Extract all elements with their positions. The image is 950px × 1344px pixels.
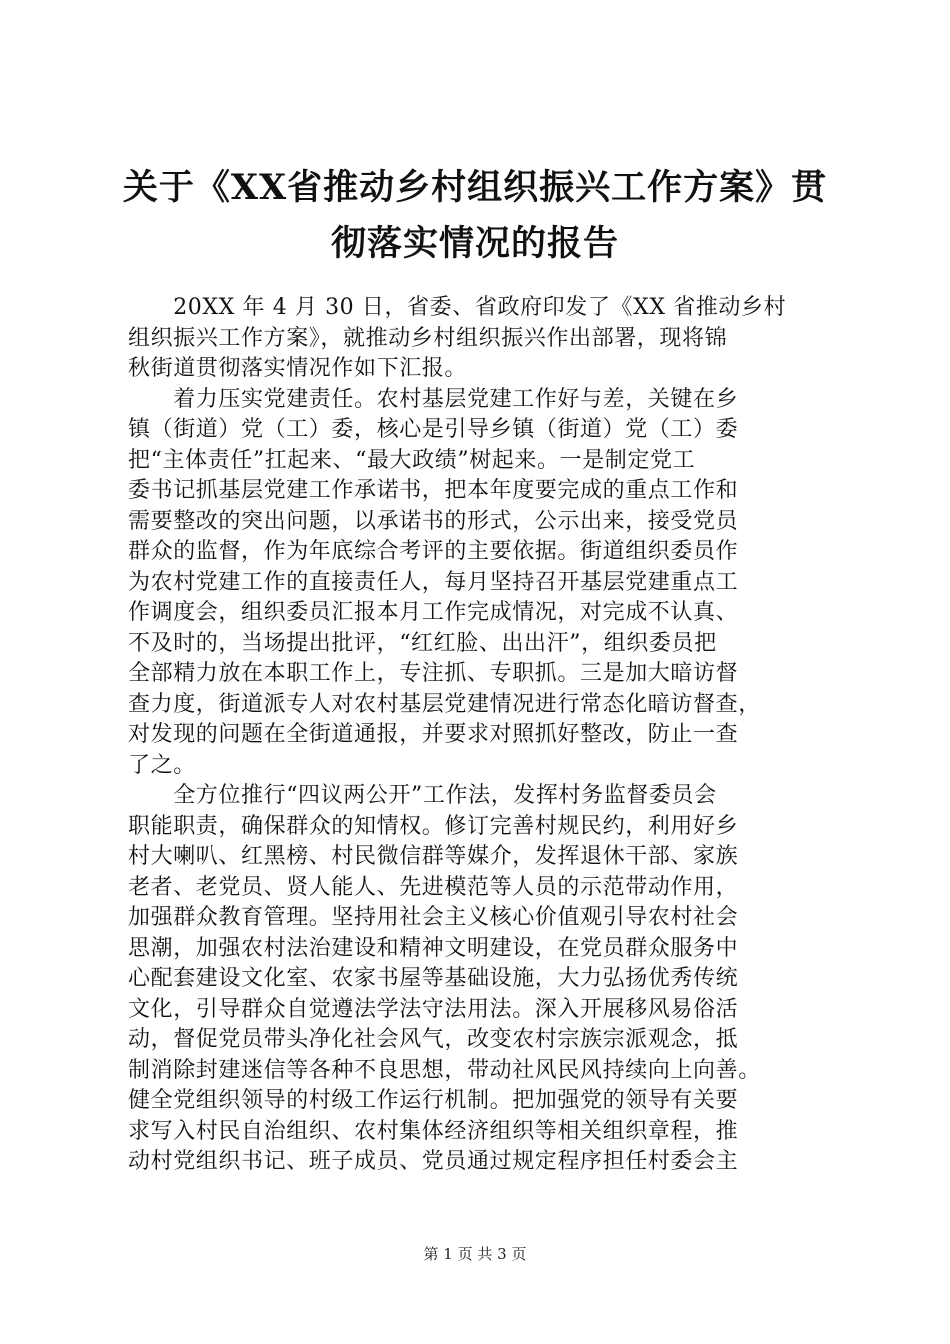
body-text-line: 健全党组织领导的村级工作运行机制。把加强党的领导有关要 bbox=[128, 1088, 739, 1113]
body-text-line: 20XX 年 4 月 30 日，省委、省政府印发了《XX 省推动乡村 bbox=[128, 295, 787, 320]
body-text-line: 制消除封建迷信等各种不良思想，带动社风民风持续向上向善。 bbox=[128, 1057, 761, 1083]
body-text-line: 心配套建设文化室、农家书屋等基础设施，大力弘扬优秀传统 bbox=[128, 966, 739, 991]
body-text-line: 委书记抓基层党建工作承诺书，把本年度要完成的重点工作和 bbox=[128, 478, 739, 503]
body-text-line: 秋街道贯彻落实情况作如下汇报。 bbox=[128, 356, 468, 381]
body-text-line: 职能职责，确保群众的知情权。修订完善村规民约，利用好乡 bbox=[128, 813, 739, 839]
body-text-line: 加强群众教育管理。坚持用社会主义核心价值观引导农村社会 bbox=[128, 905, 739, 930]
body-text-line: 把“主体责任”扛起来、“最大政绩”树起来。一是制定党工 bbox=[128, 447, 696, 473]
body-text-line: 需要整改的突出问题，以承诺书的形式，公示出来，接受党员 bbox=[128, 508, 739, 534]
body-text-line: 全方位推行“四议两公开”工作法，发挥村务监督委员会 bbox=[128, 783, 717, 808]
body-text-line: 动村党组织书记、班子成员、党员通过规定程序担任村委会主 bbox=[128, 1149, 739, 1174]
body-text-line: 文化，引导群众自觉遵法学法守法用法。深入开展移风易俗活 bbox=[128, 996, 739, 1022]
body-text-line: 镇（街道）党（工）委，核心是引导乡镇（街道）党（工）委 bbox=[128, 417, 739, 442]
document-body bbox=[128, 293, 840, 1178]
body-text-line: 了之。 bbox=[128, 752, 196, 778]
body-text-line: 作调度会，组织委员汇报本月工作完成情况，对完成不认真、 bbox=[128, 600, 739, 625]
document-title-line-2: 彻落实情况的报告 bbox=[330, 223, 619, 264]
page-footer: 第 1 页 共 3 页 bbox=[423, 1245, 527, 1263]
body-text-line: 对发现的问题在全街道通报，并要求对照抓好整改，防止一查 bbox=[128, 722, 739, 747]
body-text-line: 老者、老党员、贤人能人、先进模范等人员的示范带动作用， bbox=[128, 874, 739, 900]
body-text-line: 为农村党建工作的直接责任人，每月坚持召开基层党建重点工 bbox=[128, 569, 739, 595]
body-text-line: 查力度，街道派专人对农村基层党建情况进行常态化暗访督查， bbox=[128, 691, 761, 717]
body-text-line: 群众的监督，作为年底综合考评的主要依据。街道组织委员作 bbox=[128, 539, 739, 564]
body-text-line: 不及时的，当场提出批评，“红红脸、出出汗”，组织委员把 bbox=[128, 630, 717, 656]
body-text-line: 思潮，加强农村法治建设和精神文明建设，在党员群众服务中 bbox=[128, 935, 739, 961]
body-text-line: 村大喇叭、红黑榜、村民微信群等媒介，发挥退休干部、家族 bbox=[128, 844, 739, 869]
body-text-line: 动，督促党员带头净化社会风气，改变农村宗族宗派观念，抵 bbox=[128, 1027, 739, 1052]
body-text-line: 着力压实党建责任。农村基层党建工作好与差，关键在乡 bbox=[128, 386, 739, 412]
body-text-line: 求写入村民自治组织、农村集体经济组织等相关组织章程，推 bbox=[128, 1118, 739, 1144]
body-text-line: 全部精力放在本职工作上，专注抓、专职抓。三是加大暗访督 bbox=[128, 661, 739, 686]
document-title-line-1: 关于《XX省推动乡村组织振兴工作方案》贯 bbox=[122, 167, 828, 208]
body-text-line: 组织振兴工作方案》，就推动乡村组织振兴作出部署，现将锦 bbox=[128, 325, 728, 351]
